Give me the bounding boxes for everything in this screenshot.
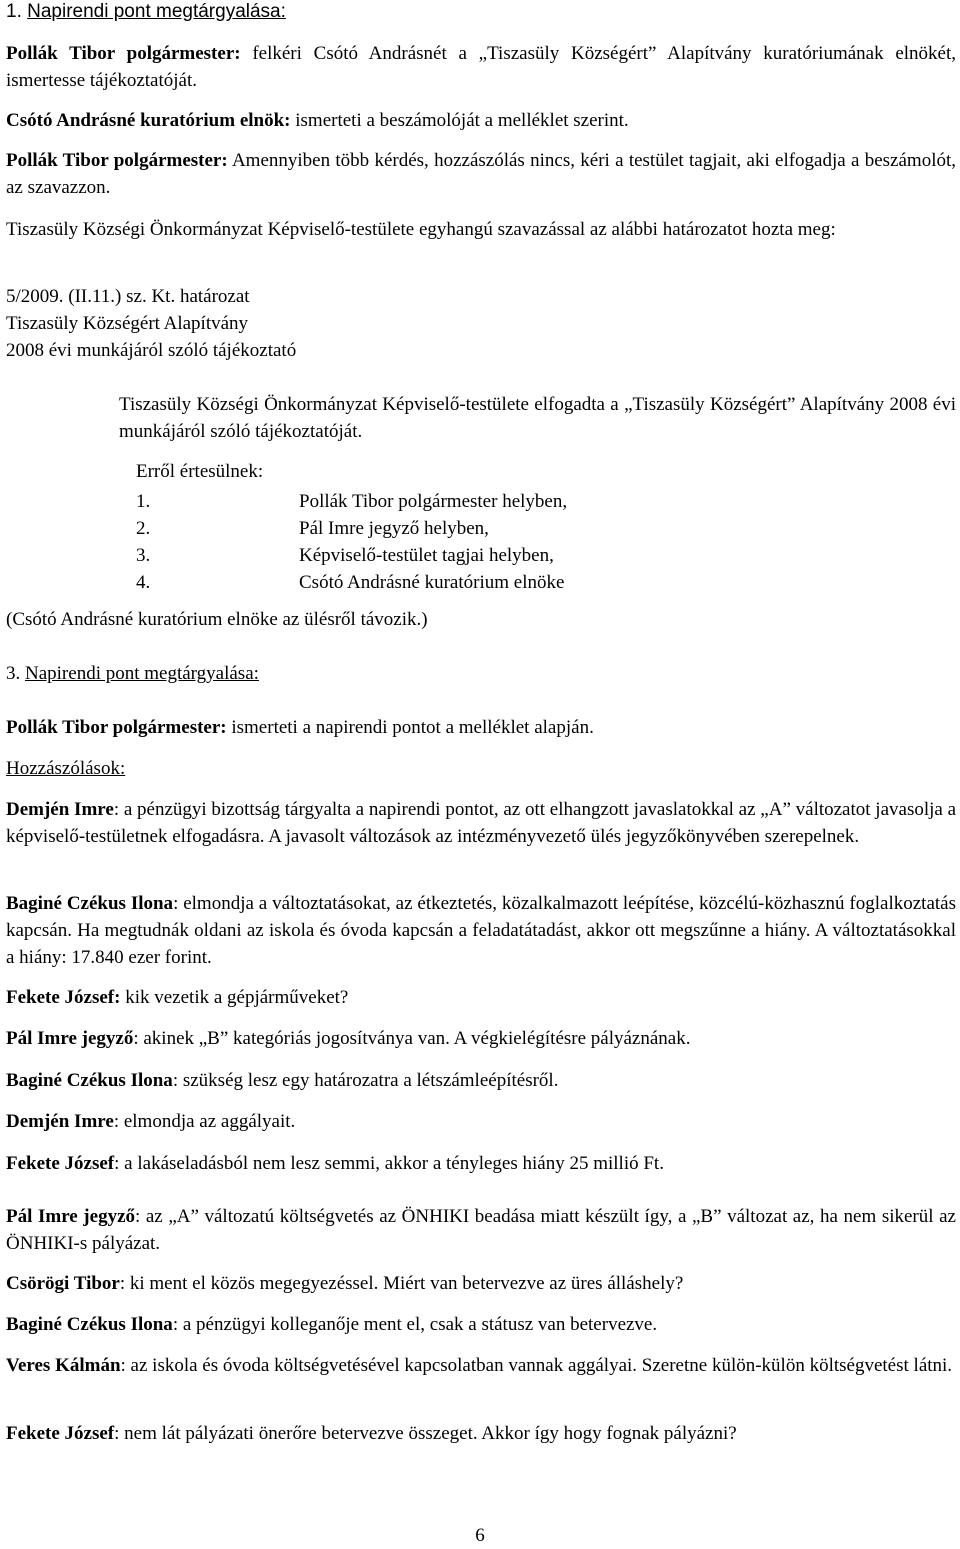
section-3-heading: [6, 660, 956, 687]
paragraph-text: felkéri Csótó Andrásnét a „Tiszasüly Községért” Alapítvány kuratóriumának elnökét, ismertesse tájékoztatóját.: [6, 43, 957, 91]
speaker-name: Pollák Tibor polgármester:: [6, 717, 227, 738]
comment-paragraph: [6, 1108, 956, 1135]
notify-list-item: [136, 542, 836, 569]
comment-text: : elmondja a változtatásokat, az étkeztetés, közalkalmazott leépítése, közcélú-közhasznú foglalkoztatás kapcsán. Ha megtudnák oldani az iskola és óvoda kapcsán a feladatátadást, akkor ott megszűnne a hiány. A változtatásokkal a hiány: 17.840 ezer forint.: [6, 893, 956, 968]
paragraph-chair-report: [6, 107, 956, 134]
notify-list-item: [136, 569, 836, 596]
speaker-name: Demjén Imre: [6, 799, 114, 820]
comment-paragraph: [6, 796, 956, 850]
notify-item-text: Csótó Andrásné kuratórium elnöke: [299, 572, 565, 593]
comment-paragraph: [6, 1203, 956, 1257]
comment-paragraph: [6, 890, 956, 971]
paragraph-text: Amennyiben több kérdés, hozzászólás nincs, kéri a testület tagjait, aki elfogadja a beszámolót, az szavazzon.: [6, 150, 956, 198]
comment-paragraph: [6, 1352, 956, 1379]
comment-text: : az iskola és óvoda költségvetésével kapcsolatban vannak aggályai. Szeretne külön-külön költségvetést látni.: [120, 1355, 953, 1376]
notify-item-number: 3.: [136, 545, 151, 566]
comment-paragraph: [6, 1270, 956, 1297]
notify-item-number: 2.: [136, 518, 151, 539]
comment-text: : ki ment el közös megegyezéssel. Miért van betervezve az üres álláshely?: [119, 1273, 684, 1294]
paragraph-text: ismerteti a napirendi pontot a melléklet alapján.: [226, 717, 594, 738]
notify-list: [136, 488, 836, 596]
paragraph-text: ismerteti a beszámolóját a melléklet szerint.: [290, 110, 629, 131]
paragraph-mayor-presents: [6, 714, 956, 741]
speaker-name: Pál Imre jegyző: [6, 1206, 135, 1227]
speaker-name: Csótó Andrásné kuratórium elnök:: [6, 110, 291, 131]
comment-paragraph: [6, 1311, 956, 1338]
speaker-name: Veres Kálmán: [6, 1355, 121, 1376]
section-3-number: 3.: [6, 663, 21, 684]
paragraph-mayor-request: [6, 40, 956, 94]
comment-paragraph: [6, 1150, 956, 1177]
notify-label: Erről értesülnek:: [136, 461, 264, 482]
notify-list-item: [136, 488, 836, 515]
notify-list-item: [136, 515, 836, 542]
comments-label: Hozzászólások:: [6, 758, 126, 779]
resolution-subject-line-1: Tiszasüly Községért Alapítvány: [6, 313, 249, 334]
comment-text: : elmondja az aggályait.: [113, 1111, 296, 1132]
notify-item-text: Pál Imre jegyző helyben,: [299, 518, 489, 539]
comment-text: : nem lát pályázati önerőre betervezve összeget. Akkor így hogy fognak pályázni?: [114, 1423, 737, 1444]
notify-item-number: 1.: [136, 491, 151, 512]
comment-text: : akinek „B” kategóriás jogosítványa van. A végkielégítésre pályáznának.: [133, 1028, 691, 1049]
comment-paragraph: [6, 984, 956, 1011]
resolution-body: Tiszasüly Községi Önkormányzat Képviselő-testülete elfogadta a „Tiszasüly Községért” Alapítvány 2008 évi munkájáról szóló tájékoztatóját.: [119, 394, 956, 442]
resolution-subject-line-2: 2008 évi munkájáról szóló tájékoztató: [6, 340, 297, 361]
comment-text: kik vezetik a gépjárműveket?: [120, 987, 349, 1008]
notify-item-text: Képviselő-testület tagjai helyben,: [299, 545, 554, 566]
notify-item-text: Pollák Tibor polgármester helyben,: [299, 491, 568, 512]
section-3-title: Napirendi pont megtárgyalása:: [25, 663, 259, 684]
comment-text: : a lakáseladásból nem lesz semmi, akkor a tényleges hiány 25 millió Ft.: [114, 1153, 664, 1174]
comment-text: : a pénzügyi bizottság tárgyalta a napirendi pontot, az ott elhangzott javaslatokkal az „A” változatot javasolja a képviselő-testületnek elfogadásra. A javasolt változások az intézményvezető ülés jegyzőkönyvében szerepelnek.: [6, 799, 957, 847]
speaker-name: Fekete József:: [6, 987, 121, 1008]
speaker-name: Fekete József: [6, 1423, 115, 1444]
paragraph-mayor-vote: [6, 147, 956, 201]
section-1-heading: [6, 0, 956, 25]
comment-text: : szükség lesz egy határozatra a létszámleépítésről.: [172, 1070, 559, 1091]
section-1-number: 1.: [6, 1, 22, 22]
speaker-name: Baginé Czékus Ilona: [6, 893, 174, 914]
section-1-title: Napirendi pont megtárgyalása:: [27, 1, 286, 22]
speaker-name: Fekete József: [6, 1153, 115, 1174]
resolution-number: 5/2009. (II.11.) sz. Kt. határozat: [6, 286, 250, 307]
comment-text: : a pénzügyi kolleganője ment el, csak a státusz van betervezve.: [172, 1314, 658, 1335]
comment-paragraph: [6, 1067, 956, 1094]
comment-text: : az „A” változatú költségvetés az ÖNHIKI beadása miatt készült így, a „B” változat az, ha nem sikerül az ÖNHIKI-s pályázat.: [6, 1206, 956, 1254]
speaker-name: Pollák Tibor polgármester:: [6, 43, 241, 64]
comment-paragraph: [6, 1025, 956, 1052]
page-number: 6: [475, 1525, 485, 1546]
leave-note: (Csótó Andrásné kuratórium elnöke az ülésről távozik.): [6, 609, 428, 630]
speaker-name: Csörögi Tibor: [6, 1273, 120, 1294]
paragraph-vote-result: Tiszasüly Községi Önkormányzat Képviselő-testülete egyhangú szavazással az alábbi határozatot hozta meg:: [6, 219, 836, 240]
speaker-name: Baginé Czékus Ilona: [6, 1070, 173, 1091]
speaker-name: Demjén Imre: [6, 1111, 114, 1132]
comment-paragraph: [6, 1420, 956, 1447]
notify-item-number: 4.: [136, 572, 151, 593]
speaker-name: Pál Imre jegyző: [6, 1028, 134, 1049]
speaker-name: Baginé Czékus Ilona: [6, 1314, 173, 1335]
speaker-name: Pollák Tibor polgármester:: [6, 150, 228, 171]
